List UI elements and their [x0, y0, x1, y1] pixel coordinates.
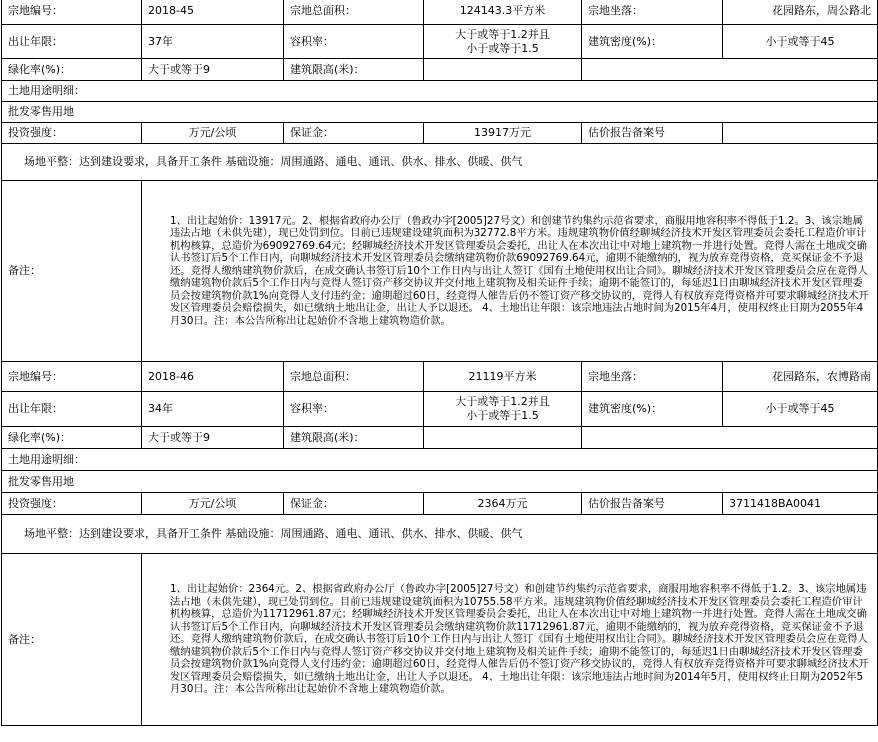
- green-value: 大于或等于9: [142, 59, 284, 81]
- site-conditions: 场地平整：达到建设要求，具备开工条件 基础设施：周围通路、通电、通讯、供水、排水、供暖、供气: [2, 144, 878, 181]
- parcel-1-row-site: [2, 144, 878, 181]
- parcel-location-value: 花园路东，农博路南: [723, 362, 878, 392]
- density-value: 小于或等于45: [723, 392, 878, 427]
- notes-text: 1、出让起始价：2364元。2、根据省政府办公厅（鲁政办字[2005]27号文）和创建节约集约示范省要求，商服用地容积率不得低于1.2。3、该宗地属违法占地（未供先建），现已处罚到位。目前已违规建设建筑面积为10755.58平方米。违规建筑物价值经聊城经济技术开发区管理委员会委托工程造价审计机构核算，总造价为11712961.87元；经聊城经济技术开发区管理委员会委托，出让人在本次出让中对地上建筑物一并进行处置。竞得人需在土地成交确认书签订后5个工作日内，向聊城经济技术开发区管理委员会缴纳建筑物价款11712961.87元，逾期不能缴纳的，视为放弃竞得资格，竞买保证金不予退还。竞得人缴纳建筑物价款后，在成交确认书签订后10个工作日内与出让人签订《国有土地使用权出让合同》。聊城经济技术开发区管理委员会应在竞得人缴纳建筑物价款后5个工作日内与竞得人签订资产移交协议并交付地上建筑物及相关证件手续；逾期不能签订的，每延迟1日由聊城经济技术开发区管理委员会按建筑物价款1%向竞得人支付违约金；逾期超过60日，经竞得人催告后仍不签订资产移交协议的，竞得人有权放弃竞得资格并可要求聊城经济技术开发区管理委员会赔偿损失，如已缴纳土地出让金，出让人予以退还。 4、土地出让年限：该宗地违法占地时间为2014年5月，使用权终止日期为2052年5月30日。注：本公告所称出让起始价不含地上建筑物造价款。: [142, 554, 878, 726]
- parcel-area-label: 宗地总面积：: [284, 0, 424, 25]
- site-conditions: 场地平整：达到建设要求，具备开工条件 基础设施：周围通路、通电、通讯、供水、排水、供暖、供气: [2, 515, 878, 554]
- parcel-location-label: 宗地坐落：: [582, 362, 723, 392]
- use-value: 批发零售用地: [2, 471, 878, 493]
- density-label: 建筑密度(%)：: [582, 25, 723, 59]
- deposit-label: 保证金：: [284, 123, 424, 144]
- parcel-2-row-id: [2, 362, 878, 392]
- parcel-id-value: 2018-45: [142, 0, 284, 25]
- invest-label: 投资强度：: [2, 123, 142, 144]
- far-line-1: 大于或等于1.2并且: [455, 395, 550, 408]
- term-label: 出让年限：: [2, 25, 142, 59]
- parcel-2-row-notes: [2, 554, 878, 726]
- term-value: 37年: [142, 25, 284, 59]
- appraisal-label: 估价报告备案号: [582, 493, 723, 515]
- notes-label: 备注：: [2, 181, 142, 362]
- land-parcel-table: [1, 0, 878, 726]
- parcel-2-row-green: [2, 427, 878, 449]
- parcel-location-label: 宗地坐落：: [582, 0, 723, 25]
- deposit-value: 13917万元: [424, 123, 582, 144]
- notes-label: 备注：: [2, 554, 142, 726]
- parcel-1-row-notes: [2, 181, 878, 362]
- parcel-1-row-id: [2, 0, 878, 25]
- appraisal-value: 3711418BA0041: [723, 493, 878, 515]
- parcel-1-row-invest: [2, 123, 878, 144]
- parcel-2-row-site: [2, 515, 878, 554]
- parcel-2-row-invest: [2, 493, 878, 515]
- parcel-id-label: 宗地编号：: [2, 0, 142, 25]
- term-label: 出让年限：: [2, 392, 142, 427]
- invest-label: 投资强度：: [2, 493, 142, 515]
- invest-unit: 万元/公顷: [142, 493, 284, 515]
- parcel-area-label: 宗地总面积：: [284, 362, 424, 392]
- parcel-area-value: 124143.3平方米: [424, 0, 582, 25]
- green-label: 绿化率(%)：: [2, 427, 142, 449]
- parcel-2-row-use-value: [2, 471, 878, 493]
- notes-text: 1、出让起始价：13917元。2、根据省政府办公厅（鲁政办字[2005]27号文）和创建节约集约示范省要求，商服用地容积率不得低于1.2。3、该宗地属违法占地（未供先建），现已处罚到位。目前已违规建设建筑面积为32772.8平方米。违规建筑物价值经聊城经济技术开发区管理委员会委托工程造价审计机构核算，总造价为69092769.64元；经聊城经济技术开发区管理委员会委托，出让人在本次出让中对地上建筑物一并进行处置。竞得人需在土地成交确认书签订后5个工作日内，向聊城经济技术开发区管理委员会缴纳建筑物价款69092769.64元，逾期不能缴纳的，视为放弃竞得资格，竞买保证金不予退还。竞得人缴纳建筑物价款后，在成交确认书签订后10个工作日内与出让人签订《国有土地使用权出让合同》。聊城经济技术开发区管理委员会应在竞得人缴纳建筑物价款后5个工作日内与竞得人签订资产移交协议并交付地上建筑物及相关证件手续；逾期不能签订的，每延迟1日由聊城经济技术开发区管理委员会按建筑物价款1%向竞得人支付违约金；逾期超过60日，经竞得人催告后仍不签订资产移交协议的，竞得人有权放弃竞得资格并可要求聊城经济技术开发区管理委员会赔偿损失，如已缴纳土地出让金，出让人予以退还。 4、土地出让年限：该宗地违法占地时间为2015年4月，使用权终止日期为2055年4月30日。注：本公告所称出让起始价不含地上建筑物造价款。: [142, 181, 878, 362]
- parcel-area-value: 21119平方米: [424, 362, 582, 392]
- height-value: [424, 59, 582, 81]
- density-value: 小于或等于45: [723, 25, 878, 59]
- green-label: 绿化率(%)：: [2, 59, 142, 81]
- parcel-1-row-use-label: [2, 81, 878, 102]
- invest-unit: 万元/公顷: [142, 123, 284, 144]
- density-label: 建筑密度(%)：: [582, 392, 723, 427]
- parcel-1-row-use-value: [2, 102, 878, 123]
- parcel-id-label: 宗地编号：: [2, 362, 142, 392]
- parcel-1-row-term: [2, 25, 878, 59]
- use-label: 土地用途明细：: [2, 449, 878, 471]
- far-label: 容积率：: [284, 392, 424, 427]
- green-value: 大于或等于9: [142, 427, 284, 449]
- appraisal-value: [723, 123, 878, 144]
- parcel-1-row-green: [2, 59, 878, 81]
- far-line-2: 小于或等于1.5: [466, 41, 539, 55]
- far-line-2: 小于或等于1.5: [466, 409, 539, 422]
- parcel-id-value: 2018-46: [142, 362, 284, 392]
- parcel-2-row-use-label: [2, 449, 878, 471]
- far-value: [424, 392, 582, 427]
- deposit-value: 2364万元: [424, 493, 582, 515]
- far-label: 容积率：: [284, 25, 424, 59]
- deposit-label: 保证金：: [284, 493, 424, 515]
- appraisal-label: 估价报告备案号: [582, 123, 723, 144]
- far-line-1: 大于或等于1.2并且: [455, 27, 550, 41]
- height-value: [424, 427, 582, 449]
- far-value: [424, 25, 582, 59]
- blank-cell: [582, 427, 878, 449]
- use-label: 土地用途明细：: [2, 81, 878, 102]
- term-value: 34年: [142, 392, 284, 427]
- blank-cell: [582, 59, 878, 81]
- height-label: 建筑限高(米)：: [284, 59, 424, 81]
- use-value: 批发零售用地: [2, 102, 878, 123]
- height-label: 建筑限高(米)：: [284, 427, 424, 449]
- parcel-2-row-term: [2, 392, 878, 427]
- parcel-location-value: 花园路东，周公路北: [723, 0, 878, 25]
